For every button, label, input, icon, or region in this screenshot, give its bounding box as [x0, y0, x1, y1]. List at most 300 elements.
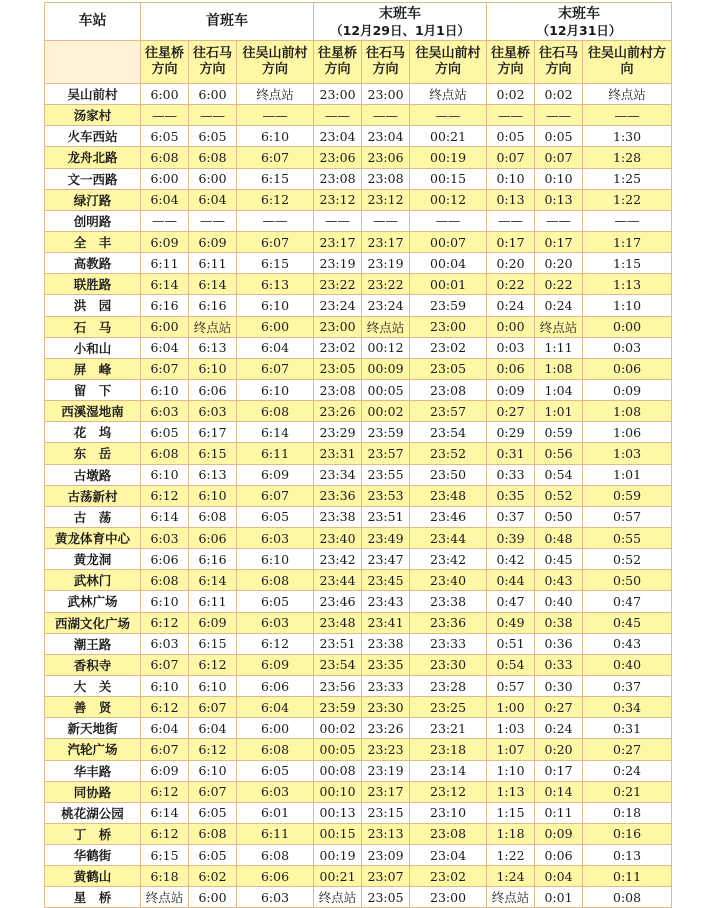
last-newyear-xingqiao: 0:51 — [487, 633, 535, 654]
last-newyear-xingqiao: 0:37 — [487, 506, 535, 527]
last-holiday-shima: 23:06 — [362, 147, 410, 168]
last-holiday-xingqiao: 00:02 — [314, 718, 362, 739]
last-newyear-shima: 0:10 — [535, 168, 583, 189]
first-wushanqiancun: 6:06 — [237, 866, 314, 887]
first-xingqiao: 6:04 — [141, 189, 189, 210]
timetable-body — [45, 84, 672, 908]
first-shima: 6:04 — [189, 189, 237, 210]
last-holiday-wushanqiancun: 23:57 — [410, 401, 487, 422]
table-row — [45, 485, 672, 506]
last-newyear-shima: 0:01 — [535, 887, 583, 908]
station-name: 武林广场 — [45, 591, 141, 612]
last-newyear-xingqiao: —— — [487, 105, 535, 126]
first-shima: 6:04 — [189, 718, 237, 739]
table-row — [45, 358, 672, 379]
first-shima: 6:09 — [189, 612, 237, 633]
last-newyear-shima: 0:54 — [535, 464, 583, 485]
last-newyear-shima: 0:43 — [535, 570, 583, 591]
first-wushanqiancun: 6:03 — [237, 887, 314, 908]
table-row — [45, 316, 672, 337]
last-newyear-wushanqiancun: —— — [583, 105, 672, 126]
last-holiday-shima: 23:53 — [362, 485, 410, 506]
first-wushanqiancun: 6:04 — [237, 697, 314, 718]
direction-shima: 往石马方向 — [189, 41, 237, 84]
last-newyear-shima: 1:08 — [535, 358, 583, 379]
direction-wushanqiancun: 往吴山前村方向 — [410, 41, 487, 84]
last-newyear-shima: 1:04 — [535, 379, 583, 400]
table-row — [45, 654, 672, 675]
last-newyear-wushanqiancun: 0:09 — [583, 379, 672, 400]
last-newyear-wushanqiancun: 0:55 — [583, 527, 672, 548]
last-holiday-shima: 23:22 — [362, 274, 410, 295]
first-xingqiao: 6:04 — [141, 337, 189, 358]
last-newyear-shima: 0:05 — [535, 126, 583, 147]
station-name: 西溪湿地南 — [45, 401, 141, 422]
first-wushanqiancun: 6:08 — [237, 401, 314, 422]
station-name: 武林门 — [45, 570, 141, 591]
last-newyear-wushanqiancun: 终点站 — [583, 84, 672, 105]
last-newyear-xingqiao: 终点站 — [487, 887, 535, 908]
station-name: 花 坞 — [45, 422, 141, 443]
last-newyear-xingqiao: 0:35 — [487, 485, 535, 506]
last-holiday-xingqiao: 终点站 — [314, 887, 362, 908]
last-newyear-shima: 0:11 — [535, 802, 583, 823]
direction-shima: 往石马方向 — [535, 41, 583, 84]
last-holiday-xingqiao: 23:08 — [314, 379, 362, 400]
last-newyear-xingqiao: 0:00 — [487, 316, 535, 337]
last-newyear-shima: 0:24 — [535, 295, 583, 316]
table-row — [45, 570, 672, 591]
last-holiday-xingqiao: 23:31 — [314, 443, 362, 464]
first-wushanqiancun: 6:05 — [237, 506, 314, 527]
last-newyear-wushanqiancun: 1:28 — [583, 147, 672, 168]
last-holiday-wushanqiancun: 23:12 — [410, 781, 487, 802]
last-holiday-shima: 23:35 — [362, 654, 410, 675]
first-shima: 6:07 — [189, 697, 237, 718]
station-name: 文一西路 — [45, 168, 141, 189]
station-name: 华丰路 — [45, 760, 141, 781]
last-holiday-wushanqiancun: 23:04 — [410, 845, 487, 866]
last-holiday-wushanqiancun: 23:08 — [410, 823, 487, 844]
first-wushanqiancun: 6:04 — [237, 337, 314, 358]
last-newyear-xingqiao: 0:44 — [487, 570, 535, 591]
last-holiday-xingqiao: 23:12 — [314, 189, 362, 210]
station-name: 古 荡 — [45, 506, 141, 527]
table-row — [45, 845, 672, 866]
last-newyear-wushanqiancun: 0:21 — [583, 781, 672, 802]
last-newyear-xingqiao: —— — [487, 210, 535, 231]
first-shima: 6:15 — [189, 443, 237, 464]
table-row — [45, 337, 672, 358]
last-holiday-wushanqiancun: 23:25 — [410, 697, 487, 718]
last-train-header-holiday: 末班车 （12月29日、1月1日） — [314, 3, 487, 41]
first-wushanqiancun: 6:14 — [237, 422, 314, 443]
first-shima: 6:02 — [189, 866, 237, 887]
first-wushanqiancun: 6:15 — [237, 253, 314, 274]
last-holiday-shima: 23:12 — [362, 189, 410, 210]
station-name: 同协路 — [45, 781, 141, 802]
last-holiday-xingqiao: 23:44 — [314, 570, 362, 591]
last-holiday-wushanqiancun: 23:08 — [410, 379, 487, 400]
first-xingqiao: 6:12 — [141, 697, 189, 718]
last-holiday-xingqiao: 00:19 — [314, 845, 362, 866]
direction-wushanqiancun: 往吴山前村方向 — [583, 41, 672, 84]
last-holiday-wushanqiancun: 23:14 — [410, 760, 487, 781]
last-holiday-xingqiao: 00:13 — [314, 802, 362, 823]
station-name: 石 马 — [45, 316, 141, 337]
first-xingqiao: 6:14 — [141, 506, 189, 527]
last-holiday-xingqiao: 23:56 — [314, 675, 362, 696]
table-row — [45, 210, 672, 231]
timetable-header — [45, 3, 672, 84]
last-newyear-xingqiao: 0:57 — [487, 675, 535, 696]
first-wushanqiancun: 6:07 — [237, 485, 314, 506]
last-newyear-xingqiao: 1:13 — [487, 781, 535, 802]
last-holiday-shima: 23:04 — [362, 126, 410, 147]
table-row — [45, 591, 672, 612]
first-xingqiao: 6:03 — [141, 527, 189, 548]
table-row — [45, 295, 672, 316]
first-xingqiao: 6:05 — [141, 422, 189, 443]
last-holiday-shima: 23:19 — [362, 760, 410, 781]
last-holiday-wushanqiancun: 00:01 — [410, 274, 487, 295]
last-newyear-shima: 0:13 — [535, 189, 583, 210]
last-holiday-xingqiao: 23:08 — [314, 168, 362, 189]
last-newyear-shima: 0:20 — [535, 253, 583, 274]
table-row — [45, 422, 672, 443]
last-holiday-shima: 23:24 — [362, 295, 410, 316]
last-holiday-wushanqiancun: 23:36 — [410, 612, 487, 633]
last-holiday-shima: 23:17 — [362, 231, 410, 252]
first-xingqiao: 6:08 — [141, 443, 189, 464]
first-xingqiao: 6:09 — [141, 760, 189, 781]
first-xingqiao: 6:10 — [141, 379, 189, 400]
first-xingqiao: 6:15 — [141, 845, 189, 866]
table-row — [45, 718, 672, 739]
direction-wushanqiancun: 往吴山前村方向 — [237, 41, 314, 84]
first-xingqiao: 6:07 — [141, 739, 189, 760]
first-shima: 终点站 — [189, 316, 237, 337]
last-holiday-xingqiao: 23:17 — [314, 231, 362, 252]
table-row — [45, 697, 672, 718]
last-holiday-xingqiao: 23:24 — [314, 295, 362, 316]
last-newyear-shima: —— — [535, 105, 583, 126]
first-xingqiao: 6:08 — [141, 147, 189, 168]
last-holiday-wushanqiancun: 23:30 — [410, 654, 487, 675]
last-newyear-shima: 0:07 — [535, 147, 583, 168]
station-name: 小和山 — [45, 337, 141, 358]
first-shima: 6:10 — [189, 485, 237, 506]
last-holiday-wushanqiancun: 23:02 — [410, 337, 487, 358]
last-holiday-shima: 23:49 — [362, 527, 410, 548]
last-newyear-xingqiao: 0:06 — [487, 358, 535, 379]
last-newyear-shima: 0:20 — [535, 739, 583, 760]
first-shima: —— — [189, 210, 237, 231]
last-holiday-wushanqiancun: 23:18 — [410, 739, 487, 760]
first-shima: 6:11 — [189, 253, 237, 274]
first-wushanqiancun: 6:13 — [237, 274, 314, 295]
first-wushanqiancun: 6:07 — [237, 358, 314, 379]
first-xingqiao: 6:06 — [141, 549, 189, 570]
last-newyear-shima: 0:50 — [535, 506, 583, 527]
last-holiday-shima: 23:38 — [362, 633, 410, 654]
last-newyear-shima: 0:59 — [535, 422, 583, 443]
last-holiday-wushanqiancun: 23:21 — [410, 718, 487, 739]
first-wushanqiancun: 6:15 — [237, 168, 314, 189]
last-newyear-shima: 0:22 — [535, 274, 583, 295]
last-holiday-xingqiao: 23:00 — [314, 84, 362, 105]
direction-xingqiao: 往星桥方向 — [487, 41, 535, 84]
table-row — [45, 887, 672, 908]
table-row — [45, 527, 672, 548]
table-row — [45, 823, 672, 844]
first-xingqiao: 6:10 — [141, 591, 189, 612]
first-shima: 6:06 — [189, 379, 237, 400]
last-holiday-xingqiao: 23:06 — [314, 147, 362, 168]
first-shima: 6:09 — [189, 231, 237, 252]
first-shima: 6:12 — [189, 739, 237, 760]
first-wushanqiancun: 6:01 — [237, 802, 314, 823]
last-holiday-xingqiao: 23:51 — [314, 633, 362, 654]
first-shima: 6:08 — [189, 147, 237, 168]
last-holiday-wushanqiancun: 23:02 — [410, 866, 487, 887]
last-newyear-xingqiao: 0:39 — [487, 527, 535, 548]
first-wushanqiancun: 6:05 — [237, 760, 314, 781]
table-row — [45, 506, 672, 527]
direction-xingqiao: 往星桥方向 — [314, 41, 362, 84]
first-xingqiao: 6:18 — [141, 866, 189, 887]
table-row — [45, 675, 672, 696]
last-newyear-xingqiao: 1:07 — [487, 739, 535, 760]
last-newyear-wushanqiancun: 1:22 — [583, 189, 672, 210]
station-name: 联胜路 — [45, 274, 141, 295]
first-wushanqiancun: 6:12 — [237, 633, 314, 654]
last-holiday-shima: 23:30 — [362, 697, 410, 718]
first-wushanqiancun: 6:11 — [237, 443, 314, 464]
first-wushanqiancun: 6:08 — [237, 739, 314, 760]
station-name: 星 桥 — [45, 887, 141, 908]
last-newyear-xingqiao: 0:54 — [487, 654, 535, 675]
last-holiday-wushanqiancun: 23:00 — [410, 316, 487, 337]
first-xingqiao: 6:12 — [141, 485, 189, 506]
first-wushanqiancun: 6:08 — [237, 845, 314, 866]
last-newyear-shima: 0:36 — [535, 633, 583, 654]
header-row-groups — [45, 3, 672, 41]
first-wushanqiancun: 6:11 — [237, 823, 314, 844]
table-row — [45, 274, 672, 295]
last-holiday-shima: 23:57 — [362, 443, 410, 464]
first-wushanqiancun: 6:07 — [237, 147, 314, 168]
station-name: 黄龙体育中心 — [45, 527, 141, 548]
last-newyear-xingqiao: 1:00 — [487, 697, 535, 718]
table-row — [45, 84, 672, 105]
first-xingqiao: 6:16 — [141, 295, 189, 316]
first-wushanqiancun: —— — [237, 105, 314, 126]
last-newyear-wushanqiancun: 0:03 — [583, 337, 672, 358]
table-row — [45, 802, 672, 823]
table-row — [45, 443, 672, 464]
last-holiday-shima: 23:13 — [362, 823, 410, 844]
last-newyear-wushanqiancun: 0:50 — [583, 570, 672, 591]
last-holiday-xingqiao: 00:08 — [314, 760, 362, 781]
last-holiday-shima: 00:09 — [362, 358, 410, 379]
last-newyear-shima: 0:48 — [535, 527, 583, 548]
last-holiday-shima: 00:12 — [362, 337, 410, 358]
station-name: 桃花湖公园 — [45, 802, 141, 823]
first-shima: 6:10 — [189, 675, 237, 696]
last-newyear-wushanqiancun: 1:25 — [583, 168, 672, 189]
first-xingqiao: 6:03 — [141, 401, 189, 422]
last-holiday-xingqiao: 00:15 — [314, 823, 362, 844]
last-holiday-shima: 23:45 — [362, 570, 410, 591]
station-name: 洪 园 — [45, 295, 141, 316]
last-newyear-xingqiao: 0:05 — [487, 126, 535, 147]
first-shima: 6:08 — [189, 823, 237, 844]
station-header-blank — [45, 41, 141, 84]
station-name: 西湖文化广场 — [45, 612, 141, 633]
last-holiday-wushanqiancun: 23:00 — [410, 887, 487, 908]
last-holiday-shima: —— — [362, 105, 410, 126]
last-newyear-xingqiao: 0:10 — [487, 168, 535, 189]
last-newyear-shima: 1:01 — [535, 401, 583, 422]
last-holiday-xingqiao: 23:38 — [314, 506, 362, 527]
last-holiday-wushanqiancun: 23:48 — [410, 485, 487, 506]
last-holiday-shima: —— — [362, 210, 410, 231]
direction-xingqiao: 往星桥方向 — [141, 41, 189, 84]
last-holiday-wushanqiancun: 23:33 — [410, 633, 487, 654]
first-wushanqiancun: 6:03 — [237, 781, 314, 802]
timetable — [44, 2, 672, 908]
first-shima: 6:00 — [189, 168, 237, 189]
last-holiday-wushanqiancun: 00:04 — [410, 253, 487, 274]
last-holiday-shima: 23:51 — [362, 506, 410, 527]
last-holiday-wushanqiancun: 23:50 — [410, 464, 487, 485]
table-row — [45, 866, 672, 887]
last-newyear-xingqiao: 0:27 — [487, 401, 535, 422]
first-xingqiao: 6:12 — [141, 612, 189, 633]
last-newyear-xingqiao: 0:24 — [487, 295, 535, 316]
first-shima: 6:00 — [189, 84, 237, 105]
last-newyear-xingqiao: 0:22 — [487, 274, 535, 295]
last-holiday-shima: 23:43 — [362, 591, 410, 612]
last-newyear-xingqiao: 0:09 — [487, 379, 535, 400]
first-shima: 6:14 — [189, 570, 237, 591]
first-wushanqiancun: 6:03 — [237, 527, 314, 548]
first-xingqiao: 6:05 — [141, 126, 189, 147]
last-newyear-shima: 0:14 — [535, 781, 583, 802]
table-row — [45, 612, 672, 633]
last-holiday-wushanqiancun: 23:38 — [410, 591, 487, 612]
last-holiday-wushanqiancun: 23:28 — [410, 675, 487, 696]
last-newyear-wushanqiancun: 0:43 — [583, 633, 672, 654]
last-newyear-wushanqiancun: 1:03 — [583, 443, 672, 464]
first-wushanqiancun: 6:10 — [237, 126, 314, 147]
last-train-header-newyear: 末班车 （12月31日） — [487, 3, 672, 41]
last-newyear-wushanqiancun: 0:18 — [583, 802, 672, 823]
last-newyear-wushanqiancun: 0:13 — [583, 845, 672, 866]
last-newyear-wushanqiancun: 1:13 — [583, 274, 672, 295]
last-holiday-shima: 23:17 — [362, 781, 410, 802]
last-newyear-wushanqiancun: 1:17 — [583, 231, 672, 252]
last-newyear-shima: 0:24 — [535, 718, 583, 739]
station-name: 黄鹤山 — [45, 866, 141, 887]
last-holiday-shima: 23:55 — [362, 464, 410, 485]
first-shima: 6:13 — [189, 337, 237, 358]
last-holiday-wushanqiancun: 23:42 — [410, 549, 487, 570]
last-newyear-wushanqiancun: 1:01 — [583, 464, 672, 485]
last-newyear-xingqiao: 0:07 — [487, 147, 535, 168]
last-newyear-wushanqiancun: 0:24 — [583, 760, 672, 781]
last-holiday-xingqiao: 23:59 — [314, 697, 362, 718]
first-shima: 6:03 — [189, 401, 237, 422]
last-newyear-xingqiao: 0:29 — [487, 422, 535, 443]
last-newyear-shima: 0:02 — [535, 84, 583, 105]
header-row-directions — [45, 41, 672, 84]
last-holiday-xingqiao: 23:05 — [314, 358, 362, 379]
first-shima: 6:17 — [189, 422, 237, 443]
last-newyear-wushanqiancun: 0:11 — [583, 866, 672, 887]
last-newyear-xingqiao: 0:17 — [487, 231, 535, 252]
last-holiday-wushanqiancun: 00:12 — [410, 189, 487, 210]
first-wushanqiancun: 6:10 — [237, 295, 314, 316]
last-newyear-xingqiao: 0:13 — [487, 189, 535, 210]
last-holiday-wushanqiancun: 23:05 — [410, 358, 487, 379]
last-newyear-wushanqiancun: 0:34 — [583, 697, 672, 718]
last-newyear-shima: —— — [535, 210, 583, 231]
first-xingqiao: 6:07 — [141, 654, 189, 675]
last-holiday-shima: 23:00 — [362, 84, 410, 105]
last-holiday-xingqiao: 23:26 — [314, 401, 362, 422]
last-newyear-shima: 0:45 — [535, 549, 583, 570]
last-holiday-shima: 23:41 — [362, 612, 410, 633]
table-row — [45, 189, 672, 210]
last-holiday-wushanqiancun: 23:40 — [410, 570, 487, 591]
last-newyear-shima: 1:11 — [535, 337, 583, 358]
station-name: 绿汀路 — [45, 189, 141, 210]
last-holiday-xingqiao: 23:46 — [314, 591, 362, 612]
last-newyear-wushanqiancun: 1:10 — [583, 295, 672, 316]
first-wushanqiancun: 6:08 — [237, 570, 314, 591]
first-xingqiao: 6:00 — [141, 168, 189, 189]
first-wushanqiancun: 6:07 — [237, 231, 314, 252]
last-newyear-wushanqiancun: 0:47 — [583, 591, 672, 612]
first-xingqiao: 6:12 — [141, 823, 189, 844]
station-name: 龙舟北路 — [45, 147, 141, 168]
last-newyear-xingqiao: 1:18 — [487, 823, 535, 844]
last-holiday-xingqiao: 00:10 — [314, 781, 362, 802]
first-wushanqiancun: —— — [237, 210, 314, 231]
first-shima: 6:15 — [189, 633, 237, 654]
table-row — [45, 739, 672, 760]
last-holiday-wushanqiancun: —— — [410, 210, 487, 231]
station-header: 车站 — [45, 3, 141, 41]
station-name: 华鹤街 — [45, 845, 141, 866]
last-holiday-wushanqiancun: 终点站 — [410, 84, 487, 105]
last-newyear-shima: 0:52 — [535, 485, 583, 506]
station-name: 汤家村 — [45, 105, 141, 126]
last-newyear-xingqiao: 0:33 — [487, 464, 535, 485]
last-holiday-wushanqiancun: 00:19 — [410, 147, 487, 168]
last-newyear-shima: 0:09 — [535, 823, 583, 844]
last-newyear-shima: 0:06 — [535, 845, 583, 866]
first-xingqiao: 6:04 — [141, 718, 189, 739]
last-newyear-wushanqiancun: 1:08 — [583, 401, 672, 422]
last-holiday-shima: 23:19 — [362, 253, 410, 274]
last-holiday-xingqiao: 23:04 — [314, 126, 362, 147]
timetable-container — [44, 2, 671, 908]
station-name: 香积寺 — [45, 654, 141, 675]
last-newyear-wushanqiancun: 1:06 — [583, 422, 672, 443]
